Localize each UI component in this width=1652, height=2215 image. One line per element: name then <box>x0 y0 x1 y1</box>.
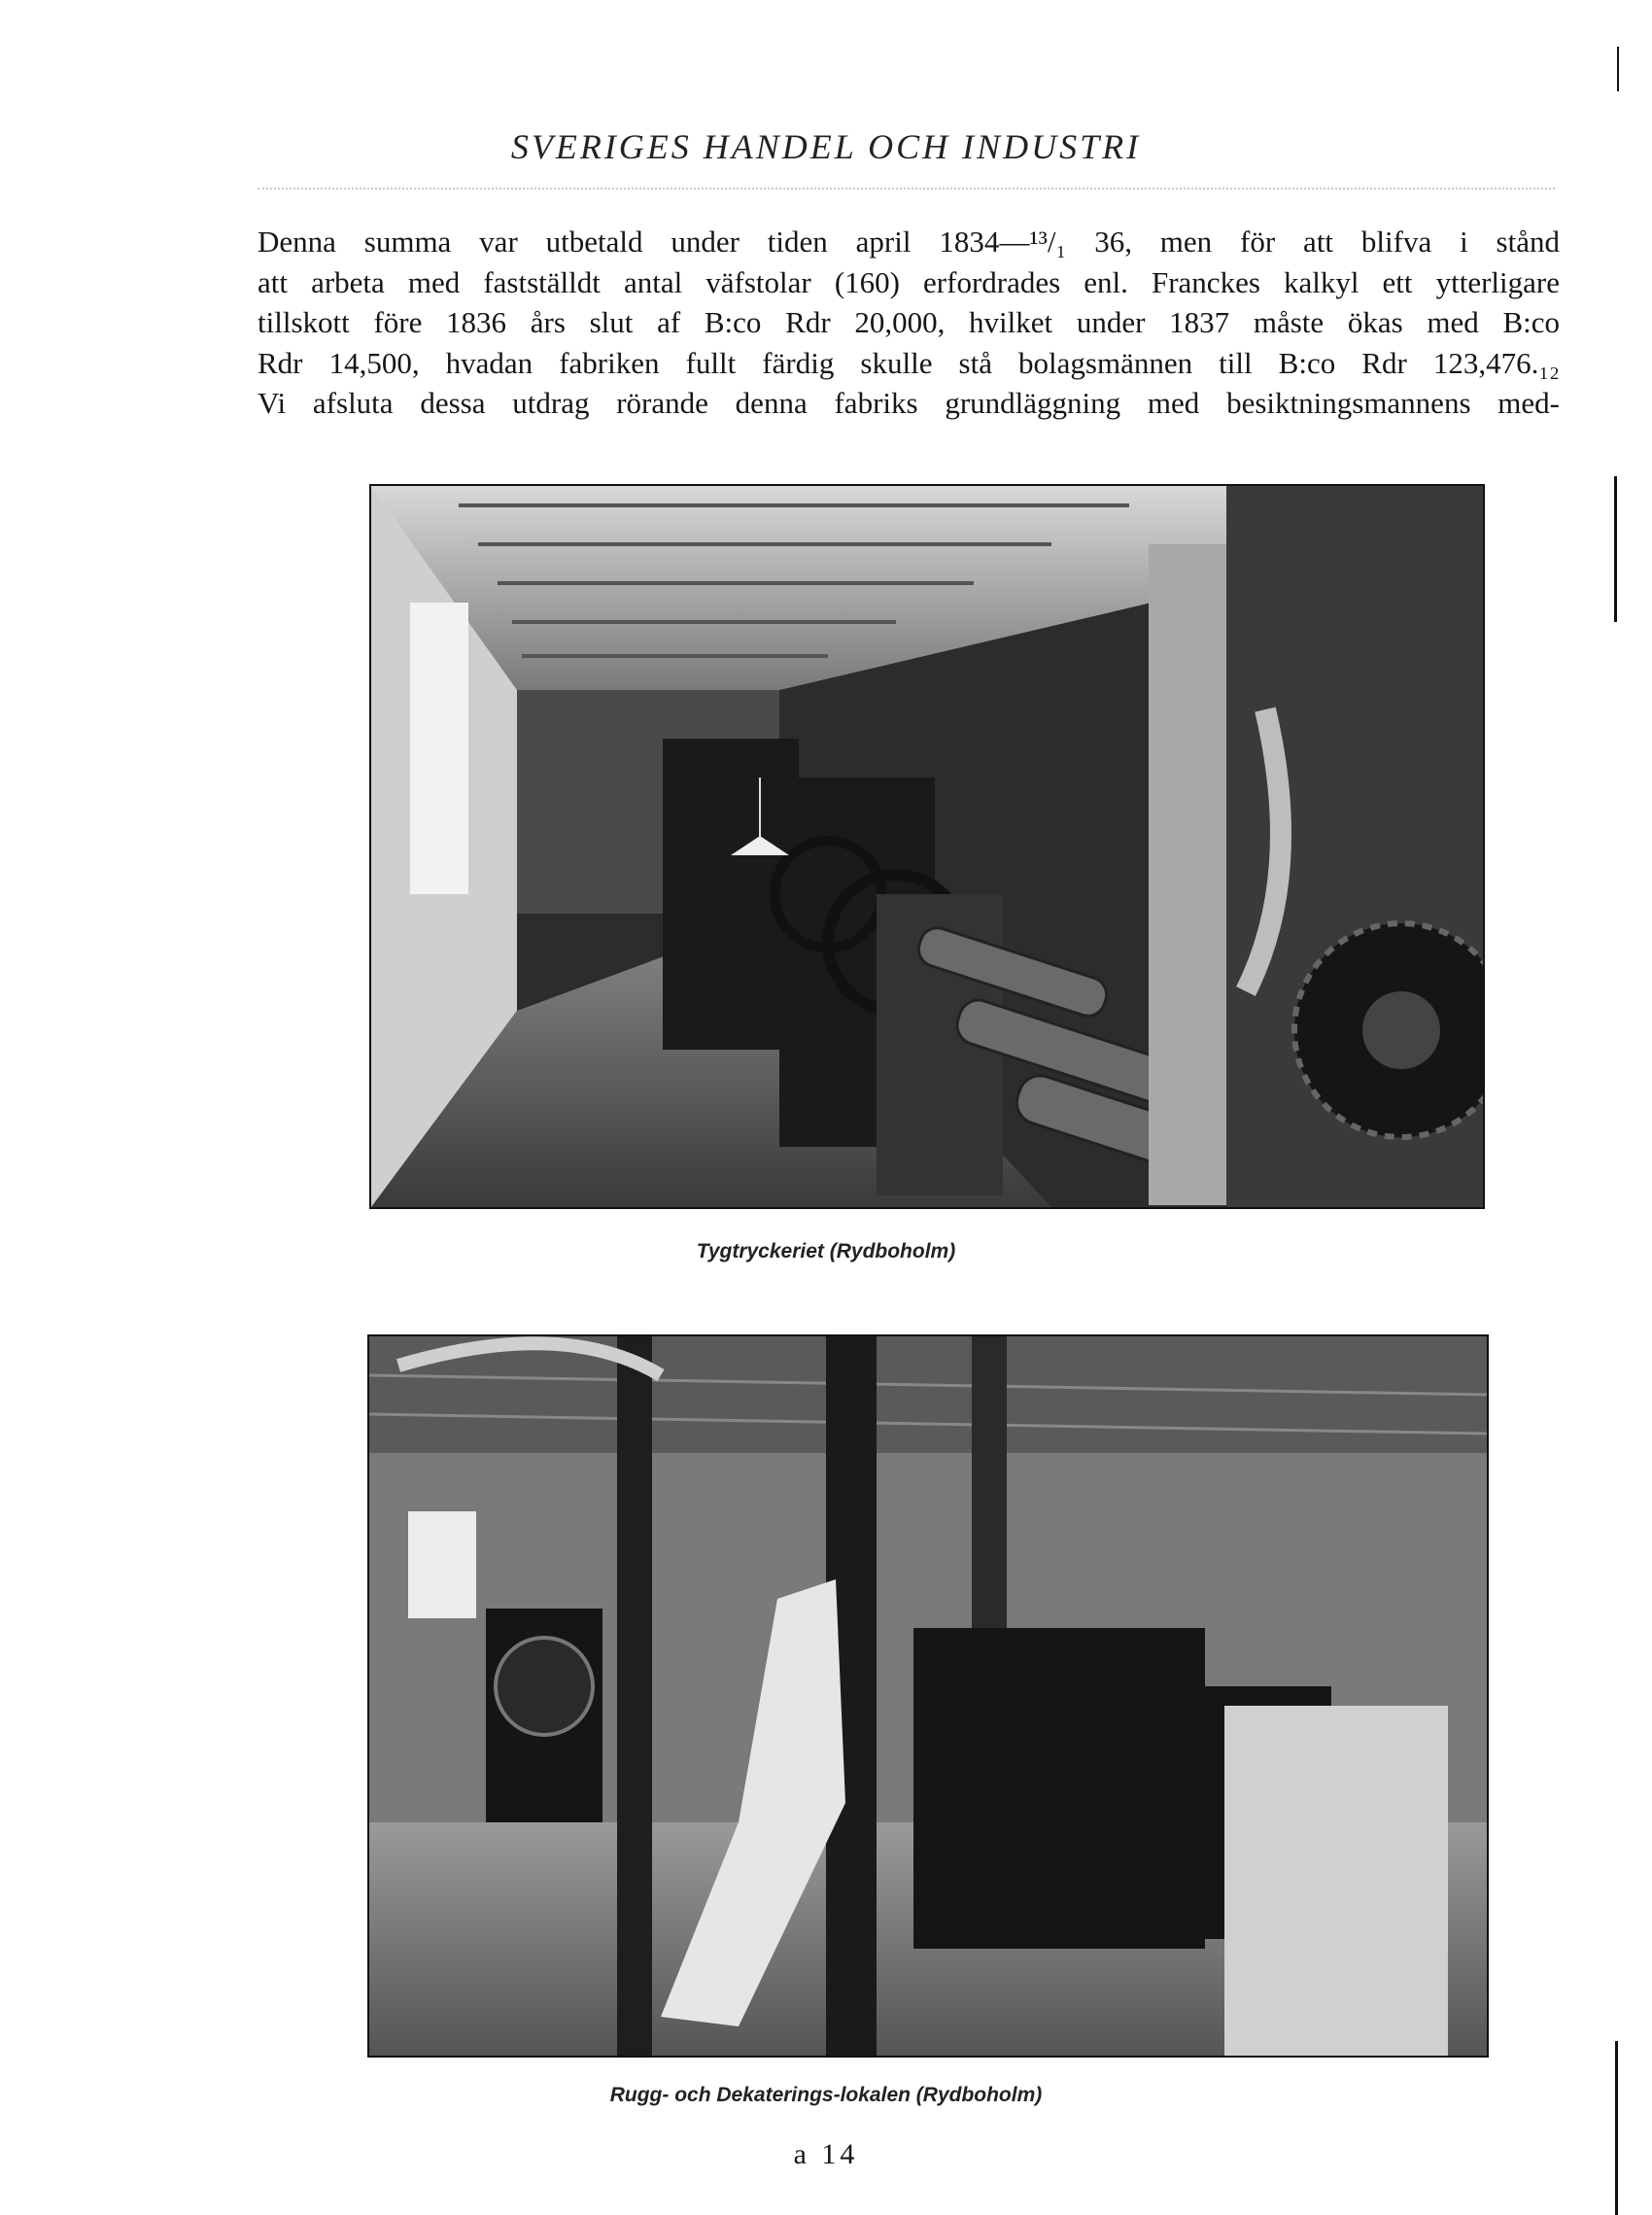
text-line: att arbeta med fastställdt antal väfstolar (160) erfordrades enl. Franckes kalkyl ett ytterligare <box>258 264 1560 299</box>
text-line: Denna summa var utbetald under tiden april 1834—¹³/₁ 36, men för att blifva i stånd <box>258 225 1560 259</box>
scan-edge-mark <box>1615 2041 1618 2215</box>
running-header: SVERIGES HANDEL OCH INDUSTRI <box>510 127 1142 166</box>
photo-finishing-hall-illustration <box>369 1336 1487 2056</box>
figure-caption: Tygtryckeriet (Rydboholm) <box>696 1240 956 1263</box>
photo-printing-hall-illustration <box>371 486 1483 1207</box>
photo-printing-hall <box>369 484 1485 1209</box>
body-paragraph <box>258 222 1560 424</box>
text-line: Vi afsluta dessa utdrag rörande denna fabriks grundläggning med besiktningsmannens med- <box>258 386 1560 420</box>
header-rule <box>258 188 1555 190</box>
figure-caption: Rugg- och Dekaterings-lokalen (Rydboholm) <box>609 2084 1043 2106</box>
photo-finishing-hall <box>367 1334 1489 2058</box>
text-line: tillskott före 1836 års slut af B:co Rdr 20,000, hvilket under 1837 måste ökas med B:co <box>258 305 1560 339</box>
scan-edge-mark <box>1614 476 1617 622</box>
scan-edge-mark <box>1617 47 1619 91</box>
text-line: Rdr 14,500, hvadan fabriken fullt färdig skulle stå bolagsmännen till B:co Rdr 123,476.₁₂ <box>258 345 1560 380</box>
page-number: a 14 <box>793 2138 859 2170</box>
